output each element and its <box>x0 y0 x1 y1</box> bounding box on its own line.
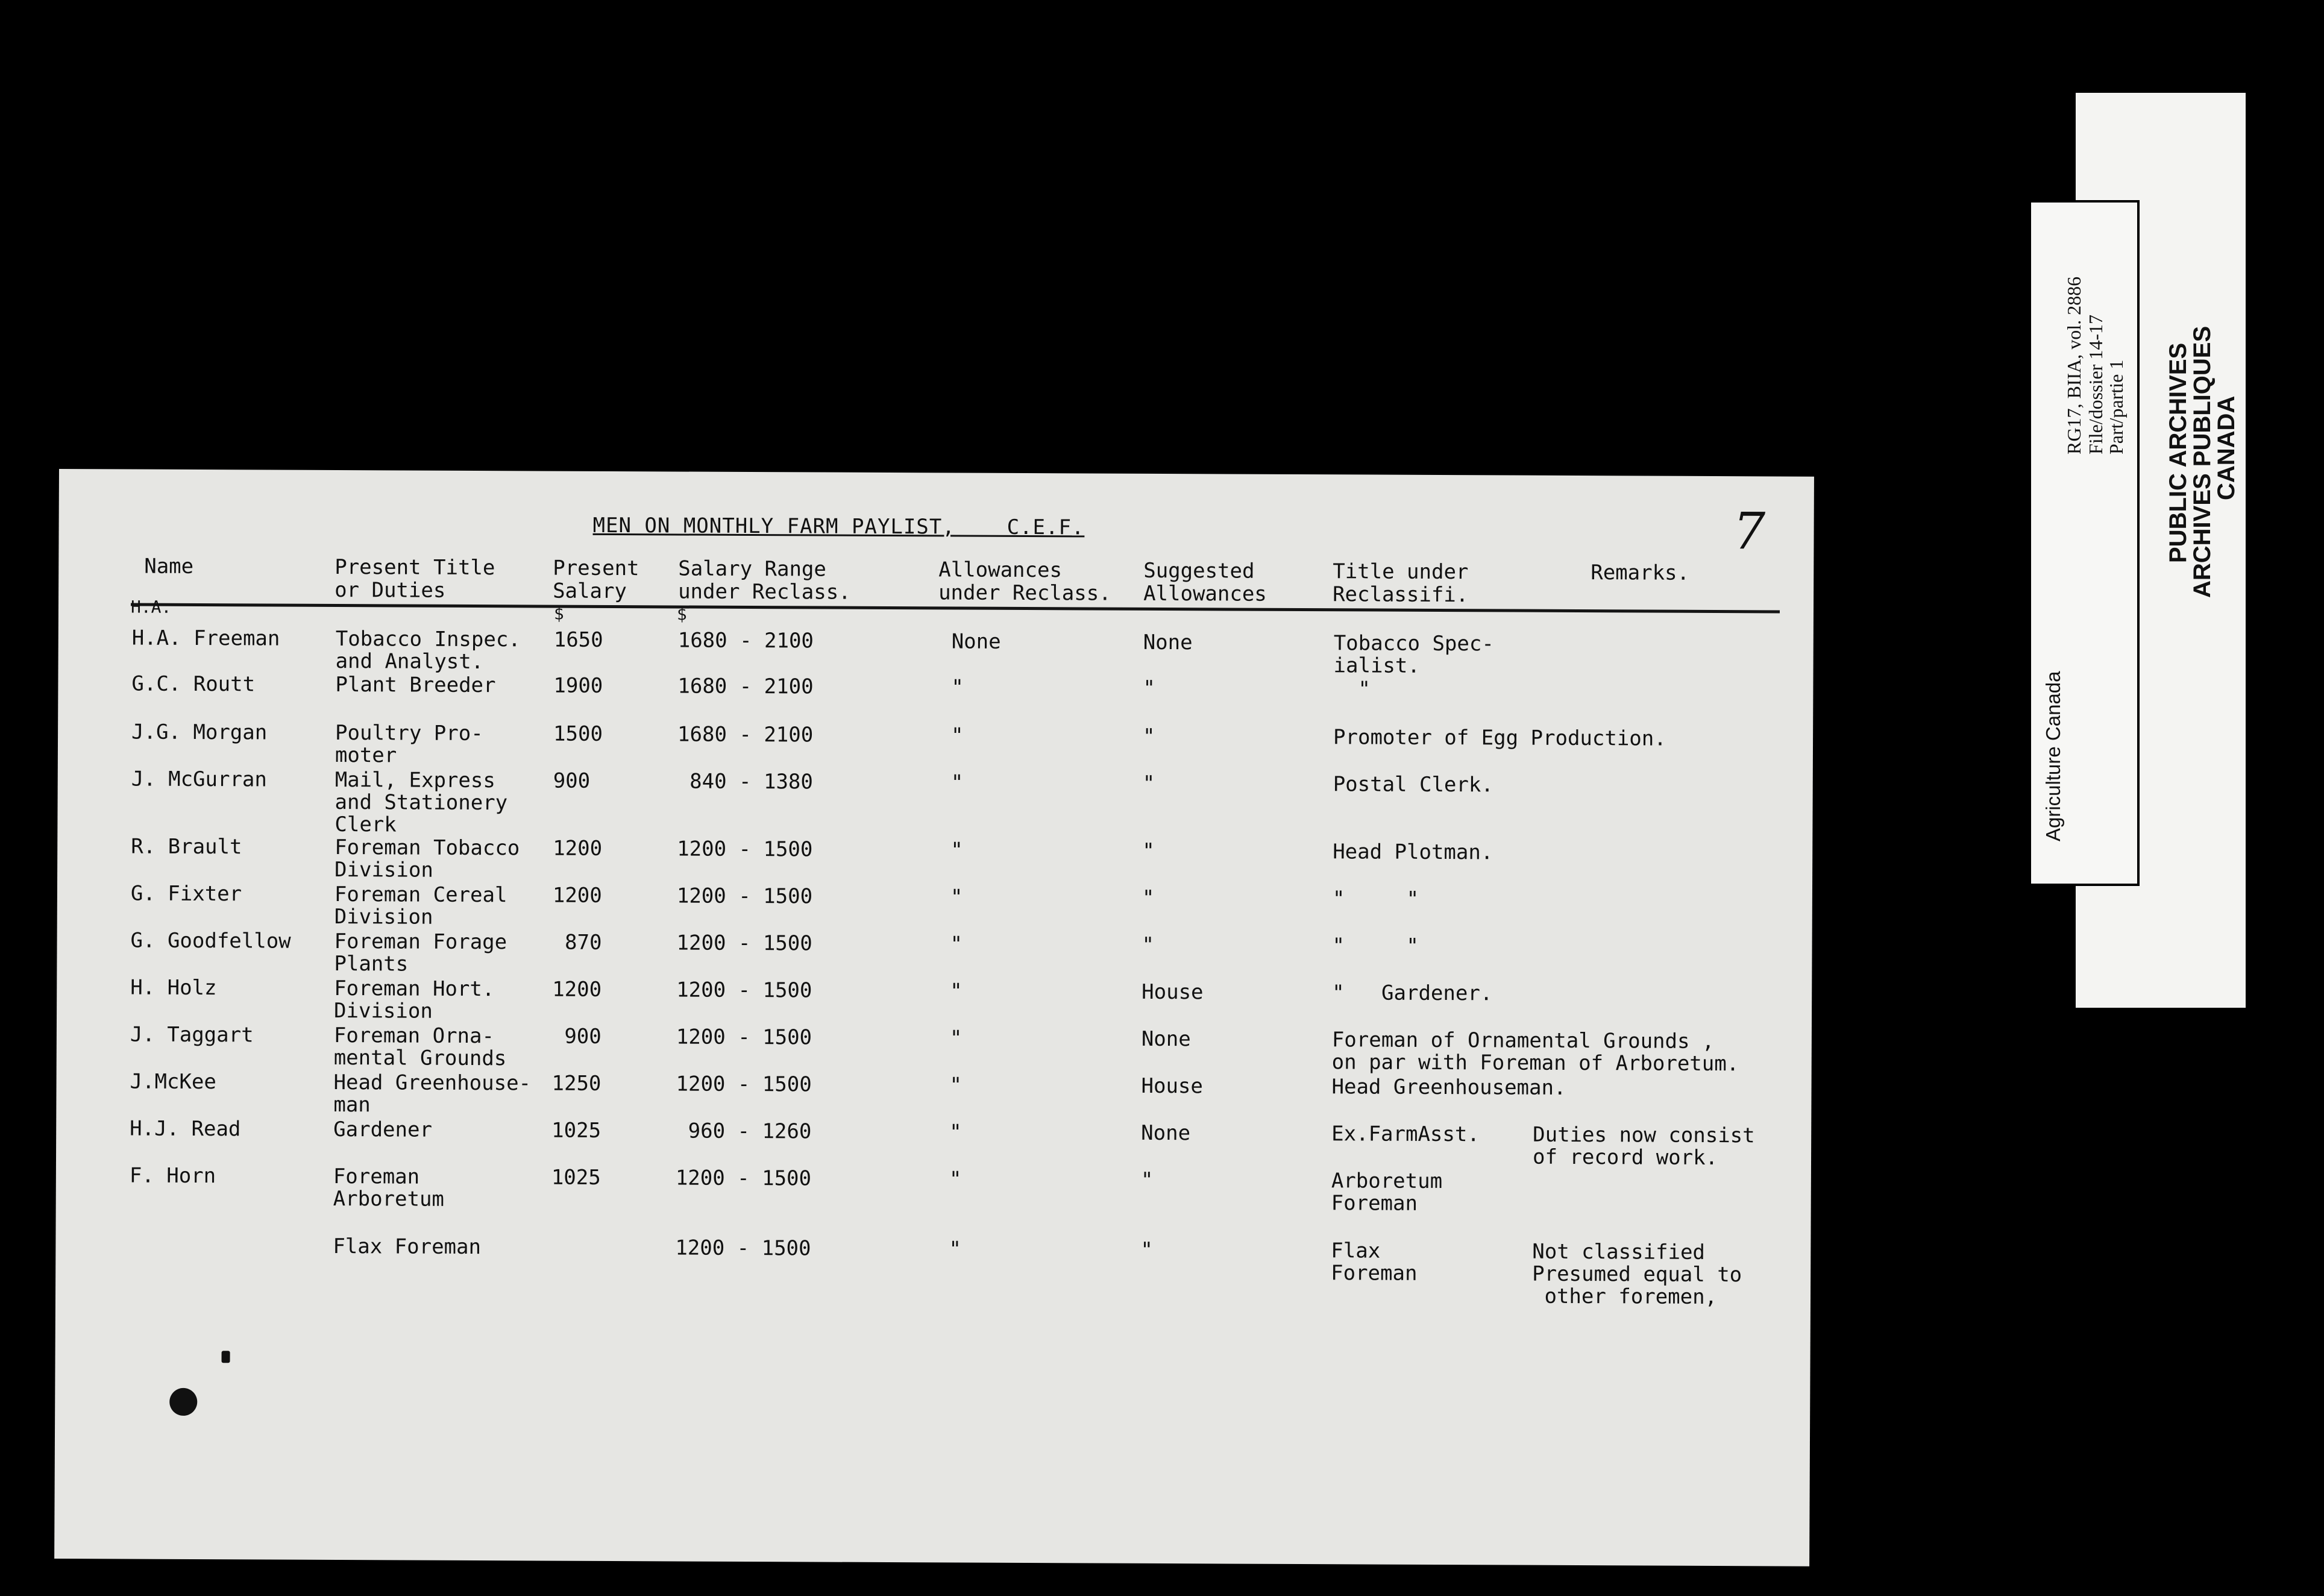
row-new-title: Ex.FarmAsst. <box>1331 1122 1480 1147</box>
row-allowance: " <box>950 723 964 748</box>
row-suggested-allowance: " <box>1142 932 1155 957</box>
row-new-title: Head Plotman. <box>1333 840 1493 865</box>
salary-currency-mark: $ <box>553 603 564 624</box>
header-title-under: Title under Reclassifi. <box>1333 559 1469 608</box>
row-new-title: Postal Clerk. <box>1333 772 1493 797</box>
row-allowance: " <box>951 675 964 700</box>
row-present-salary: 1500 <box>553 721 603 746</box>
row-allowance: " <box>949 1120 962 1145</box>
row-new-title: Tobacco Spec- ialist. <box>1333 631 1494 678</box>
row-allowance: None <box>951 629 1001 654</box>
row-name: H.J. Read <box>130 1116 241 1142</box>
row-new-title: Promoter of Egg Production. <box>1333 725 1666 751</box>
archive-org-line2: ARCHIVES PUBLIQUES <box>2189 325 2216 598</box>
header-allowances: Allowances under Reclass. <box>938 558 1111 606</box>
row-present-salary: 1250 <box>551 1071 601 1096</box>
document-sheet <box>54 469 1814 1566</box>
archive-ref-line1: RG17, BIIA, vol. 2886 <box>2063 276 2085 454</box>
header-suggested-allowances: Suggested Allowances <box>1143 558 1267 606</box>
row-remarks: Not classified Presumed equal to other foremen, <box>1531 1239 1742 1310</box>
row-present-title: Foreman Cereal Division <box>334 882 507 929</box>
row-salary-range: 1200 - 1500 <box>676 931 812 956</box>
row-salary-range: 1200 - 1500 <box>676 1025 812 1050</box>
archive-org-line3: CANADA <box>2213 395 2240 500</box>
page-number: 7 <box>1733 501 1766 561</box>
archive-org-line1: PUBLIC ARCHIVES <box>2165 342 2191 563</box>
row-new-title: " Gardener. <box>1332 981 1493 1006</box>
row-suggested-allowance: House <box>1142 979 1204 1005</box>
row-present-salary: 1650 <box>553 627 603 652</box>
row-new-title: Head Greenhouseman. <box>1331 1075 1566 1100</box>
row-suggested-allowance: " <box>1142 885 1155 910</box>
row-allowance: " <box>949 1026 963 1051</box>
row-present-title: Gardener <box>333 1117 433 1142</box>
header-salary-range: Salary Range under Reclass. <box>678 556 851 605</box>
row-new-title: " " <box>1332 887 1419 911</box>
subheader-note: H.A. <box>130 597 172 617</box>
row-present-title: Foreman Arboretum <box>333 1164 445 1211</box>
row-present-title: Mail, Express and Stationery Clerk <box>334 768 508 837</box>
row-allowance: " <box>950 838 963 862</box>
row-present-salary: 1025 <box>551 1118 601 1143</box>
row-salary-range: 1200 - 1500 <box>675 1236 811 1261</box>
row-present-title: Poultry Pro- moter <box>334 721 483 768</box>
row-name: J. Taggart <box>130 1022 254 1048</box>
ink-mark <box>222 1351 230 1363</box>
row-name: J. McGurran <box>131 767 268 792</box>
row-suggested-allowance: " <box>1142 838 1155 863</box>
row-name: H.A. Freeman <box>131 626 280 651</box>
row-new-title: " <box>1333 677 1371 702</box>
row-name: G. Goodfellow <box>130 928 291 954</box>
ink-blot <box>169 1388 197 1416</box>
row-salary-range: 1200 - 1500 <box>675 1166 812 1191</box>
row-present-salary: 900 <box>551 1024 601 1049</box>
row-name: J.McKee <box>130 1069 216 1095</box>
row-suggested-allowance: " <box>1140 1237 1153 1262</box>
row-salary-range: 1680 - 2100 <box>677 674 814 699</box>
archive-ref-line3: Part/partie 1 <box>2105 359 2127 454</box>
row-present-title: Head Greenhouse- man <box>333 1070 532 1117</box>
row-name: H. Holz <box>130 975 217 1001</box>
row-present-salary: 1200 <box>552 883 602 908</box>
row-present-title: Tobacco Inspec. and Analyst. <box>335 627 521 674</box>
row-suggested-allowance: " <box>1143 676 1156 700</box>
range-currency-mark: $ <box>676 604 687 624</box>
row-salary-range: 1200 - 1500 <box>676 1072 812 1097</box>
row-name: R. Brault <box>131 834 242 859</box>
row-suggested-allowance: " <box>1142 724 1155 749</box>
row-present-title: Foreman Tobacco Division <box>334 835 520 882</box>
row-present-salary: 1025 <box>551 1165 601 1190</box>
row-present-title: Foreman Orna- mental Grounds <box>333 1023 507 1071</box>
row-suggested-allowance: " <box>1142 771 1155 796</box>
row-present-title: Plant Breeder <box>335 673 496 698</box>
row-remarks: Duties now consist of record work. <box>1532 1122 1755 1170</box>
row-suggested-allowance: House <box>1141 1073 1203 1099</box>
row-allowance: " <box>950 932 963 957</box>
row-salary-range: 1680 - 2100 <box>677 628 814 653</box>
row-suggested-allowance: None <box>1143 630 1193 655</box>
row-allowance: " <box>949 1073 963 1098</box>
row-name: G. Fixter <box>130 881 242 906</box>
archive-tag-card <box>2029 200 2140 886</box>
row-salary-range: 1200 - 1500 <box>676 884 813 909</box>
header-present-title: Present Title or Duties <box>334 555 495 603</box>
row-allowance: " <box>949 1237 961 1261</box>
row-allowance: " <box>950 885 963 910</box>
archive-ref-line2: File/dossier 14-17 <box>2085 315 2106 454</box>
row-salary-range: 1200 - 1500 <box>676 978 812 1003</box>
row-present-title: Flax Foreman <box>333 1234 482 1260</box>
row-salary-range: 840 - 1380 <box>677 769 814 794</box>
row-present-salary: 1900 <box>553 673 603 698</box>
row-new-title: Flax Foreman <box>1331 1239 1418 1286</box>
header-remarks: Remarks. <box>1591 561 1690 585</box>
row-allowance: " <box>949 1167 962 1192</box>
header-present-salary: Present Salary <box>553 556 639 604</box>
row-name: G.C. Routt <box>131 671 256 697</box>
document-title: MEN ON MONTHLY FARM PAYLIST, C.E.F. <box>592 513 1085 540</box>
row-suggested-allowance: " <box>1140 1167 1154 1192</box>
row-present-title: Foreman Hort. Division <box>333 976 495 1023</box>
row-present-salary: 870 <box>552 930 602 955</box>
header-name: Name <box>144 554 194 579</box>
row-new-title: Arboretum Foreman <box>1331 1169 1443 1216</box>
row-suggested-allowance: None <box>1141 1120 1191 1146</box>
row-salary-range: 1200 - 1500 <box>677 837 813 862</box>
row-name: F. Horn <box>129 1163 216 1189</box>
row-new-title: Foreman of Ornamental Grounds , on par with Foreman of Arboretum. <box>1331 1028 1739 1076</box>
row-allowance: " <box>950 979 963 1004</box>
row-salary-range: 960 - 1260 <box>676 1119 812 1144</box>
row-present-salary: 1200 <box>553 836 603 861</box>
row-allowance: " <box>950 770 964 795</box>
row-salary-range: 1680 - 2100 <box>677 722 814 747</box>
row-name: J.G. Morgan <box>131 720 268 745</box>
archive-department: Agriculture Canada <box>2042 671 2064 841</box>
row-suggested-allowance: None <box>1141 1026 1191 1052</box>
row-present-title: Foreman Forage Plants <box>334 929 507 976</box>
row-new-title: " " <box>1332 934 1419 958</box>
row-present-salary: 900 <box>553 768 591 793</box>
row-present-salary: 1200 <box>552 977 602 1002</box>
